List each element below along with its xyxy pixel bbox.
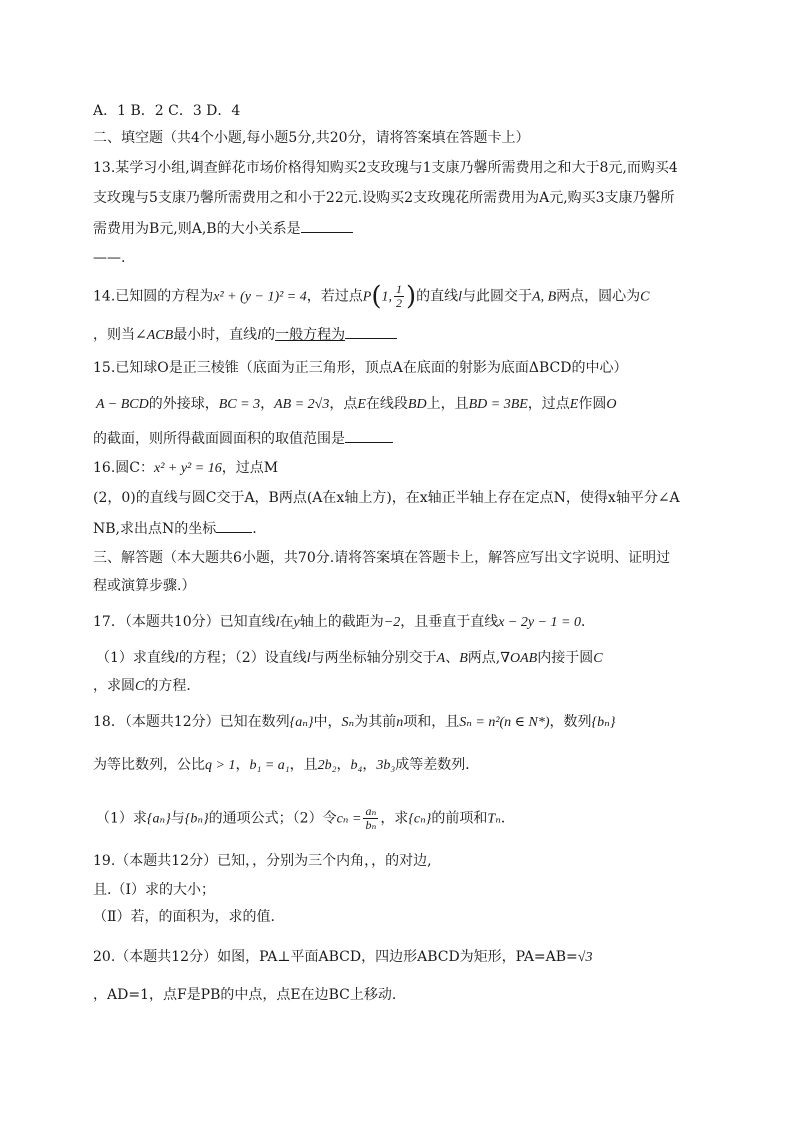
q20-sqrt3: √3 (577, 950, 593, 965)
q18-an-2: {aₙ} (146, 811, 171, 827)
q18-text-b4: ， (336, 757, 351, 773)
q17-text-b2: 的方程；（2）设直线 (178, 650, 307, 666)
q18-text-a5: ，数列 (549, 714, 592, 730)
q14-center-c: C (640, 289, 650, 305)
q15-ab: AB = 2 (274, 397, 315, 412)
q15-text-c: 的截面，则所得截面圆面积的取值范围是 (93, 431, 345, 447)
q15-text-a: 15.已知球O是正三棱锥（底面为正三角形，顶点A在底面的射影为底面ΔBCD的中心） (93, 360, 628, 376)
q17-text-b6: 内接于圆 (537, 650, 594, 666)
q17-line-2 (96, 648, 706, 669)
q15-answer-blank[interactable] (345, 428, 393, 443)
q16-line-1 (93, 458, 703, 479)
q17-text-c1: ，求圆 (93, 678, 135, 694)
q19-text-c: （Ⅱ）若，的面积为，求的值. (93, 909, 275, 925)
q13-text-2: 支玫瑰与5支康乃馨所需费用之和小于22元.设购买2支玫瑰花所需费用为A元,购买3支康乃馨所 (93, 190, 675, 206)
q14-points-ab: A, B (532, 289, 557, 305)
q18-text-c1: （1）求 (96, 810, 147, 827)
q20-text-a: 20.（本题共12分）如图，PA⊥平面ABCD，四边形ABCD为矩形，PA=AB= (93, 949, 578, 965)
q14-text-a4: 与此圆交于 (462, 288, 533, 305)
q15-text-b11: 上，且 (426, 396, 469, 412)
q19-line-2 (93, 880, 703, 900)
q18-text-c3: 的通项公式；（2）令 (208, 810, 337, 827)
q17-b: B (459, 651, 468, 666)
q17-line-3 (93, 676, 703, 697)
q18-text-b3: ，且 (289, 757, 318, 773)
q17-text-a1: 17．（本题共10分）已知直线 (93, 614, 276, 630)
options-line (93, 101, 703, 121)
q14-text-a5: 两点，圆心为 (556, 288, 641, 305)
q18-an: {aₙ} (289, 715, 314, 730)
q20-line-1 (93, 947, 703, 968)
q15-text-b9: 在线段 (365, 396, 408, 412)
q20-text-b: ，AD=1，点F是PB的中点，点E在边BC上移动. (93, 987, 397, 1003)
q17-c: C (593, 651, 603, 666)
section-2-heading-text: 二、填空题（共4个小题,每小题5分,共20分，请将答案填在答题卡上） (93, 130, 530, 146)
q18-3b3: 3b₃ (376, 758, 396, 773)
q15-text-b15: 作圆 (578, 396, 607, 412)
q16-answer-blank[interactable] (216, 518, 252, 533)
q17-text-c2: 的方程． (144, 678, 201, 694)
q18-text-a1: 18．（本题共12分）已知在数列 (93, 714, 290, 730)
q14-text-a1: 14.已知圆的方程为 (93, 288, 214, 305)
q16-line-3 (93, 518, 703, 539)
q13-line-1 (93, 158, 703, 178)
q17-c-2: C (135, 679, 145, 694)
q14-point-x: 1, (381, 289, 392, 305)
q15-pyramid: A − BCD (96, 397, 149, 412)
q18-text-a3: 为其前 (354, 714, 397, 730)
q15-text-b2: 的外接球， (148, 396, 219, 412)
section-3-heading-2 (93, 576, 703, 596)
q18-text-a2: 中， (313, 714, 342, 730)
q14-text-b1: ，则当∠ (93, 327, 147, 343)
q17-text-b4: 、 (445, 650, 460, 666)
q17-text-a3: 轴上的截距为 (299, 614, 384, 630)
q17-a: A (436, 651, 446, 666)
q17-triangle: ∇OAB (500, 651, 538, 666)
q13-text-3: 需费用为B元,则A,B的大小关系是 (93, 221, 301, 237)
q14-text-b2: 最小时，直线 (173, 327, 258, 343)
q18-cn-2: {cₙ} (408, 811, 432, 827)
q15-text-b4: ， (260, 396, 275, 412)
q19-line-1 (93, 851, 703, 871)
q15-o: O (606, 397, 617, 412)
q14-text-b3: 的 (261, 327, 276, 343)
q15-sqrt3: √3 (314, 397, 330, 412)
answer-options: A．1 B．2 C．3 D．4 (93, 103, 241, 119)
q18-text-b2: ， (235, 757, 250, 773)
q17-l: l (275, 615, 280, 630)
q15-line-3 (93, 428, 703, 449)
q14-text-a3: 的直线 (416, 288, 459, 305)
q16-text-b: (2，0)的直线与圆C交于A，B两点(A在x轴上方)，在x轴正半轴上存在定点N，使得x轴平分∠A (93, 490, 680, 506)
q14-point-p: P (362, 289, 372, 305)
q14-line-l-2: l (257, 328, 262, 343)
q18-text-c2: 与 (170, 810, 185, 827)
q18-b4: b₄ (350, 758, 363, 773)
q17-text-a7: ． (580, 614, 595, 630)
q15-line-2 (96, 394, 706, 415)
q18-text-c5: 的前项和 (431, 810, 488, 827)
section-3-heading-1 (93, 548, 703, 568)
q18-cn: cₙ = (336, 811, 362, 827)
q18-fraction-num: aₙ (365, 804, 377, 818)
q16-text-c: NB,求出点N的坐标 (93, 521, 217, 537)
q15-e-2: E (569, 397, 579, 412)
q17-text-b1: （1）求直线 (96, 650, 175, 666)
q15-text-b13: ，过点 (527, 396, 570, 412)
q19-text-a: 19.（本题共12分）已知，，分别为三个内角，，的对边, (93, 853, 432, 869)
q15-line-1 (93, 358, 703, 378)
q16-text-a1: 16.圆C： (93, 460, 154, 476)
q17-l-2: l (174, 651, 179, 666)
q17-intercept: −2 (383, 615, 401, 630)
q15-bd: BD (407, 397, 427, 412)
q16-text-end: . (252, 521, 257, 537)
q18-line-3 (96, 805, 706, 832)
q14-text-a2: ，若过点 (306, 288, 363, 305)
q16-text-a2: ，过点M (221, 460, 279, 476)
q14-line-2 (93, 324, 703, 346)
q18-text-c6: ． (500, 810, 515, 827)
q16-line-2 (93, 488, 703, 508)
q15-bc: BC = 3 (218, 397, 261, 412)
q16-circle-equation: x² + y² = 16 (153, 461, 222, 476)
q18-sn-eq: Sₙ = n²(n ∈ N*) (459, 715, 550, 730)
q17-text-b3: 与两坐标轴分别交于 (310, 650, 437, 666)
q13-line-3 (93, 218, 703, 239)
q13-text-1: 13.某学习小组,调查鲜花市场价格得知购买2支玫瑰与1支康乃馨所需费用之和大于8元,而购买4 (93, 160, 678, 176)
q14-fraction-num: 1 (395, 282, 402, 296)
q14-answer-blank[interactable] (345, 324, 397, 339)
q18-tn: Tₙ (487, 811, 501, 827)
q18-text-b5: ， (362, 757, 377, 773)
q14-angle-acb: ACB (146, 328, 174, 343)
q17-text-a2: 在 (279, 614, 294, 630)
q13-text-4: ——. (93, 250, 126, 266)
q19-text-b: 且.（Ⅰ）求的大小； (93, 882, 215, 898)
q13-line-2 (93, 188, 703, 208)
q14-fraction (394, 283, 404, 310)
q17-text-a5: ，且垂直于直线 (400, 614, 499, 630)
q14-circle-equation: x² + (y − 1)² = 4 (213, 289, 307, 305)
q14-text-b4: 一般方程为 (275, 327, 346, 343)
q18-text-b1: 为等比数列，公比 (93, 757, 205, 773)
q18-bn-2: {bₙ} (184, 811, 209, 827)
q13-answer-blank[interactable] (301, 218, 353, 233)
q18-bn: {bₙ} (591, 715, 616, 730)
q14-line-l: l (458, 289, 463, 305)
q18-q: q > 1 (205, 758, 236, 773)
section-3-text-a: 三、解答题（本大题共6小题，共70分.请将答案填在答题卡上，解答应写出文字说明、证明过 (93, 550, 671, 566)
q18-fraction-den: bₙ (365, 818, 377, 832)
q18-text-a4: 项和，且 (403, 714, 460, 730)
q18-n: n (396, 715, 404, 730)
q17-line-1 (93, 612, 703, 633)
section-3-text-b: 程或演算步骤.） (93, 578, 196, 594)
q17-line-eq: x − 2y − 1 = 0 (498, 615, 581, 630)
q18-fraction (363, 805, 378, 832)
q14-fraction-den: 2 (395, 296, 402, 310)
q15-bd-eq: BD = 3BE (468, 397, 528, 412)
q17-y: y (293, 615, 300, 630)
right-paren-icon: ) (405, 281, 417, 312)
q18-line-2 (93, 755, 703, 776)
q18-text-b6: 成等差数列． (395, 757, 480, 773)
q17-text-b5: 两点, (467, 650, 501, 666)
q13-line-4 (93, 248, 703, 268)
q15-e: E (357, 397, 366, 412)
q20-line-2 (93, 985, 703, 1005)
q14-line-1 (93, 283, 703, 310)
left-paren-icon: ( (371, 281, 382, 312)
q17-l-3: l (306, 651, 311, 666)
q18-sn: Sₙ (341, 715, 355, 730)
q15-text-b7: ，点 (329, 396, 358, 412)
q18-b1: b₁ = a₁ (249, 758, 290, 773)
q19-line-3 (93, 907, 703, 927)
q18-text-c4: ，求 (380, 810, 409, 827)
section-2-heading (93, 128, 703, 148)
q18-2b2: 2b₂ (317, 758, 337, 773)
q18-line-1 (93, 712, 703, 733)
